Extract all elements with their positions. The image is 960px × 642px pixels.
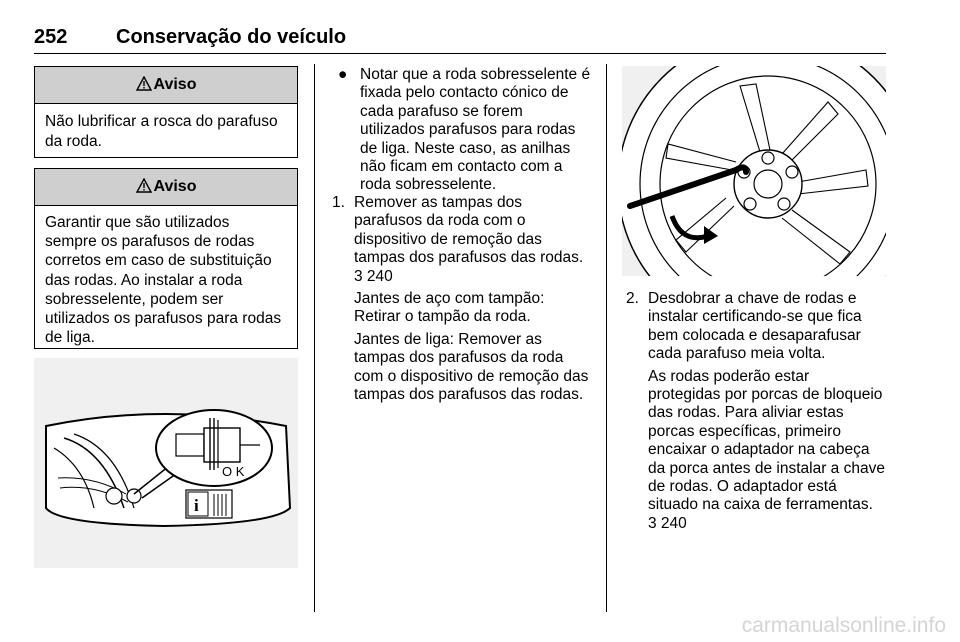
step-1 [332,194,600,414]
text-line: porcas específicas, primeiro [648,422,841,440]
bullet-text [360,66,590,195]
text-line: Jantes de aço com tampão: [354,290,545,308]
text-line: Retirar o tampão da roda. [354,308,531,326]
text-line: utilizados os parafusos para rodas [45,310,282,328]
text-line: fixada pelo contacto cónico de [360,84,569,102]
text-line: bem colocada e desaparafusar [648,326,861,344]
text-line: das rodas. Ao instalar a roda [45,271,243,289]
text-line: com o dispositivo de remoção das [354,367,589,385]
warning-text [35,104,297,159]
info-symbol: i [194,496,199,515]
text-line: cada parafuso meia volta. [648,345,826,363]
text-line: Notar que a roda sobresselente é [360,66,591,83]
bullet-item [338,66,598,198]
text-line: das rodas. Para aliviar estas [648,404,844,422]
warning-label: Aviso [153,178,197,195]
watermark: carmanualsonline.info [741,614,946,637]
warning-header [35,169,297,206]
text-line: tampas dos parafusos das rodas. [354,249,584,267]
text-line: Garantir que são utilizados [45,214,230,231]
text-line: cada parafuso se forem [360,102,523,120]
warning-header [35,67,297,104]
step-2 [626,290,890,540]
text-line: da porca antes de instalar a chave [648,459,885,477]
text-line: utilizados parafusos para rodas [360,121,576,139]
text-line: Jantes de liga: Remover as [354,330,542,348]
warning-box-lubrication [34,66,298,158]
text-line: não ficam em contacto com a [360,158,563,176]
text-line: tampas dos parafusos das rodas. [354,386,584,404]
page-number: 252 [34,26,68,48]
illustration-wheel-bolt [34,358,298,568]
ok-label: O K [222,464,245,479]
text-line: Não lubrificar a rosca do parafuso [45,113,278,130]
page-header [34,26,886,52]
text-line: encaixar o adaptador na cabeça [648,441,870,459]
bullet-dot: ● [338,66,348,83]
text-line: de rodas. O adaptador está [648,478,837,496]
text-line: de liga. Neste caso, as anilhas [360,139,571,157]
text-line: roda sobresselente. [360,176,497,194]
page-reference-link[interactable]: 3 240 [648,514,687,532]
text-line: Desdobrar a chave de rodas e [648,290,857,307]
text-line: de liga. [45,329,95,347]
warning-label: Aviso [153,76,197,93]
text-line: dispositivo de remoção das [354,230,542,248]
warning-text [35,206,297,355]
text-line: As rodas poderão estar [648,367,810,385]
text-line: parafusos da roda com o [354,212,526,230]
step-number: 1. [332,194,345,211]
text-line: Remover as tampas dos [354,194,522,211]
text-line: corretos em caso de substituição [45,252,272,270]
text-line: protegidas por porcas de bloqueio [648,386,883,404]
step-number: 2. [626,290,639,307]
text-line: sobresselente, podem ser [45,290,224,308]
step-body [354,194,588,408]
column-divider-left [314,64,315,612]
page-title: Conservação do veículo [116,26,347,48]
text-line: tampas dos parafusos da roda [354,349,564,367]
illustration-wheel-wrench [622,66,886,276]
text-line: da roda. [45,132,102,150]
text-line: instalar certificando-se que fica [648,308,862,326]
header-rule [34,53,886,54]
warning-triangle-icon [136,69,152,105]
column-divider-right [606,64,607,612]
warning-triangle-icon [136,171,152,207]
page-reference-link[interactable]: 3 240 [354,267,393,285]
step-body [648,290,885,537]
warning-box-bolts [34,168,298,349]
text-line: sempre os parafusos de rodas [45,233,255,251]
text-line: situado na caixa de ferramentas. [648,496,873,514]
